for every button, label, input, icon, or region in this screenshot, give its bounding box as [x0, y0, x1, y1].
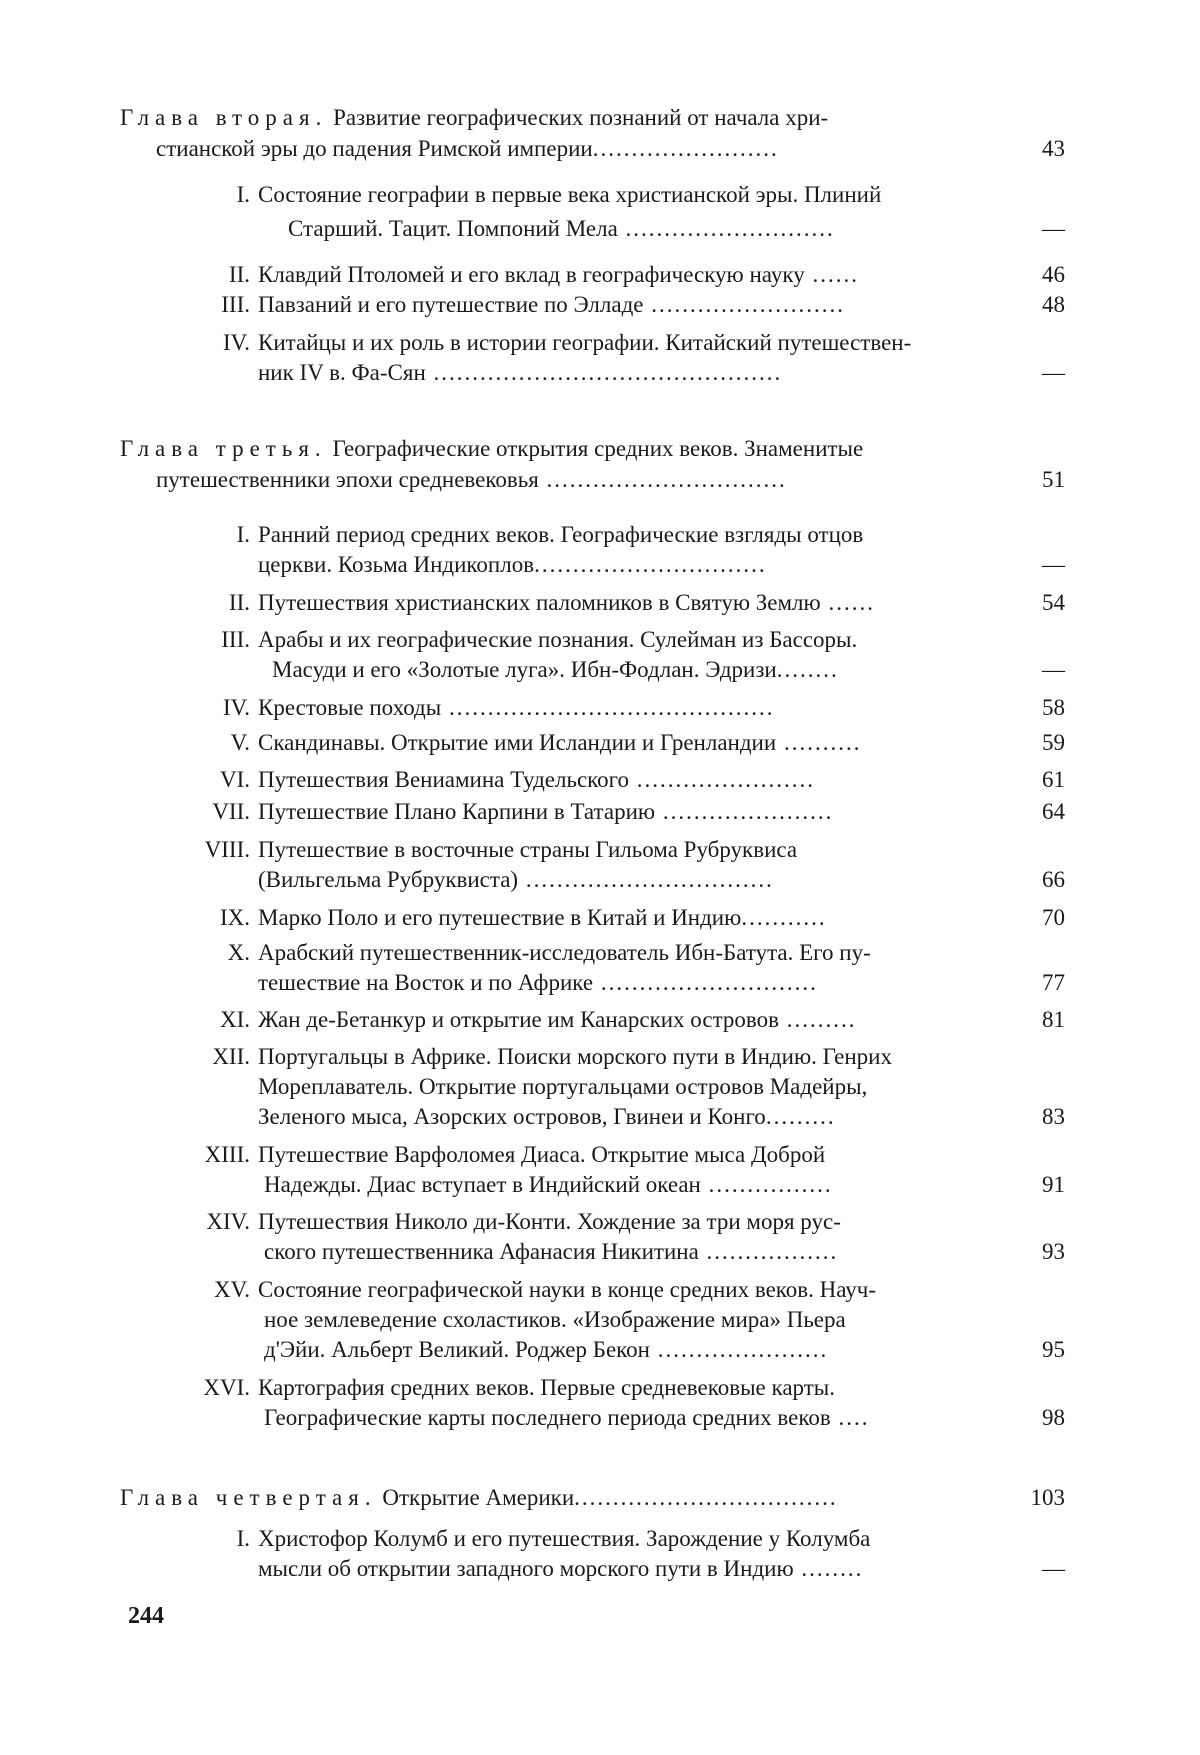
entry-line1: Христофор Колумб и его путешествия. Зарождение у Колумба [258, 1526, 871, 1551]
entry-line2: Старший. Тацит. Помпоний Мела [288, 216, 618, 241]
toc-entry [180, 1275, 1065, 1365]
entry-line1: Путешествия Вениамина Тудельского [258, 767, 630, 792]
toc-entry [180, 1140, 1065, 1200]
entry-number: III. [221, 292, 250, 317]
leader-dots: ................. [698, 1239, 839, 1264]
entry-page: 98 [1042, 1405, 1065, 1430]
entry-page: 64 [1042, 799, 1065, 824]
entry-number: IX. [219, 905, 250, 930]
entry-page: — [1042, 360, 1065, 385]
toc-entry [180, 797, 1065, 827]
toc-entry [180, 765, 1065, 795]
entry-line3: д'Эйи. Альберт Великий. Роджер Бекон [264, 1337, 650, 1362]
entry-number: XII. [212, 1044, 250, 1069]
chapter-title-line1: Развитие географических познаний от начала хри- [333, 105, 829, 130]
entry-page: 61 [1042, 767, 1065, 792]
entry-line2: Мореплаватель. Открытие португальцами островов Мадейры, [258, 1074, 868, 1099]
leader-dots: ............................... [538, 467, 787, 492]
entry-line2: тешествие на Восток и по Африке [258, 970, 594, 995]
entry-line2: ского путешественника Афанасия Никитина [264, 1239, 699, 1264]
chapter-heading [120, 1482, 1065, 1513]
entry-number: VIII. [204, 837, 250, 862]
entry-number: VI. [219, 767, 250, 792]
leader-dots: ......................... [643, 292, 845, 317]
entry-number: XI. [219, 1007, 250, 1032]
leader-dots: ........................... [617, 216, 835, 241]
entry-line2: Надежды. Диас вступает в Индийский океан [264, 1172, 701, 1197]
leader-dots: ...... [804, 262, 859, 287]
entry-line1: Крестовые походы [258, 695, 442, 720]
toc-entry [180, 328, 1065, 388]
entry-line1: Состояние географической науки в конце средних веков. Науч- [258, 1277, 877, 1302]
toc-entry [180, 1042, 1065, 1132]
leader-dots: .................................. [574, 1485, 838, 1510]
chapter-label: Глава четвертая. [120, 1485, 377, 1510]
entry-page: 46 [1042, 262, 1065, 287]
toc-entry [180, 1207, 1065, 1267]
chapter-page: 43 [1042, 136, 1065, 161]
toc-entry [180, 1524, 1065, 1584]
entry-line1: Арабы и их географические познания. Сулейман из Бассоры. [258, 627, 858, 652]
entry-line1: Павзаний и его путешествие по Элладе [258, 292, 644, 317]
toc-entry [180, 693, 1065, 723]
entry-line1: Клавдий Птоломей и его вклад в географическую науку [258, 262, 805, 287]
entry-line1: Марко Поло и его путешествие в Китай и Индию [258, 905, 742, 930]
entry-line2: церкви. Козьма Индикоплов [258, 552, 535, 577]
chapter-label: Глава третья. [120, 436, 327, 461]
leader-dots: ......... [778, 1007, 857, 1032]
entry-page: — [1042, 657, 1065, 682]
entry-line2: Масуди и его «Золотые луга». Ибн-Фодлан. Эдризи [272, 657, 777, 682]
entry-line1: Картография средних веков. Первые средневековые карты. [258, 1375, 835, 1400]
leader-dots: ......... [765, 1104, 836, 1129]
entry-line1: Жан де-Бетанкур и открытие им Канарских островов [258, 1007, 779, 1032]
chapter-page: 51 [1042, 467, 1065, 492]
toc-entry [180, 728, 1065, 758]
chapter-title-line1: Географические открытия средних веков. Знаменитые [332, 436, 864, 461]
leader-dots: .... [830, 1405, 870, 1430]
entry-number: V. [230, 730, 250, 755]
entry-page: 93 [1042, 1239, 1065, 1264]
entry-page: 66 [1042, 867, 1065, 892]
entry-number: XIII. [204, 1142, 250, 1167]
entry-line1: Португальцы в Африке. Поиски морского пути в Индию. Генрих [258, 1044, 892, 1069]
toc-entry [180, 520, 1065, 580]
toc-entry [180, 290, 1065, 320]
leader-dots: ........... [741, 905, 827, 930]
leader-dots: .......... [776, 730, 862, 755]
leader-dots: ...................... [655, 799, 834, 824]
entry-line2: (Вильгельма Рубруквиста) [258, 867, 519, 892]
leader-dots: ........ [776, 657, 839, 682]
entry-line2: Географические карты последнего периода средних веков [264, 1405, 831, 1430]
entry-page: — [1042, 1556, 1065, 1581]
toc-entry [180, 180, 1065, 244]
entry-number: XIV. [206, 1209, 250, 1234]
chapter-title-line1: Открытие Америки [382, 1485, 575, 1510]
entry-line2: ное землеведение схоластиков. «Изображение мира» Пьера [264, 1307, 846, 1332]
entry-line1: Состояние географии в первые века христианской эры. Плиний [258, 182, 882, 207]
entry-number: I. [236, 1526, 250, 1551]
entry-line1: Арабский путешественник-исследователь Ибн-Батута. Его пу- [258, 940, 871, 965]
chapter-title-line2: стианской эры до падения Римской империи [156, 136, 593, 161]
entry-line1: Ранний период средних веков. Географические взгляды отцов [258, 522, 864, 547]
entry-page: 54 [1042, 590, 1065, 615]
entry-line1: Китайцы и их роль в истории географии. Китайский путешествен- [258, 330, 912, 355]
entry-line1: Путешествие в восточные страны Гильома Рубруквиса [258, 837, 798, 862]
entry-line1: Путешествия Николо ди-Конти. Хождение за три моря рус- [258, 1209, 841, 1234]
toc-entry [180, 1373, 1065, 1433]
leader-dots: ...................... [650, 1337, 829, 1362]
entry-page: 81 [1042, 1007, 1065, 1032]
entry-line1: Путешествие Плано Карпини в Татарию [258, 799, 656, 824]
leader-dots: ........ [793, 1556, 864, 1581]
leader-dots: ........................ [592, 136, 779, 161]
entry-number: III. [221, 627, 250, 652]
leader-dots: ...... [820, 590, 875, 615]
entry-number: IV. [222, 330, 250, 355]
entry-page: 59 [1042, 730, 1065, 755]
toc-entry [180, 625, 1065, 685]
entry-page: 77 [1042, 970, 1065, 995]
entry-page: 83 [1042, 1104, 1065, 1129]
entry-number: VII. [212, 799, 250, 824]
chapter-page: 103 [1030, 1485, 1065, 1510]
entry-line2: мысли об открытии западного морского пути в Индию [258, 1556, 794, 1581]
entry-page: 95 [1042, 1337, 1065, 1362]
toc-entry [180, 903, 1065, 933]
leader-dots: ....................... [629, 767, 816, 792]
leader-dots: ............................................. [425, 360, 783, 385]
entry-page: — [1042, 552, 1065, 577]
leader-dots: ................ [700, 1172, 833, 1197]
entry-page: 91 [1042, 1172, 1065, 1197]
entry-page: — [1042, 216, 1065, 241]
chapter-label: Глава вторая. [120, 105, 328, 130]
entry-number: I. [236, 182, 250, 207]
entry-page: 70 [1042, 905, 1065, 930]
chapter-2 [120, 102, 1065, 164]
chapter-title-line2: путешественники эпохи средневековья [156, 467, 539, 492]
leader-dots: .......................................... [441, 695, 775, 720]
leader-dots: .............................. [534, 552, 767, 577]
entry-line1: Скандинавы. Открытие ими Исландии и Гренландии [258, 730, 777, 755]
toc-entry [180, 1005, 1065, 1035]
entry-number: XV. [213, 1277, 250, 1302]
entry-line1: Путешествие Варфоломея Диаса. Открытие мыса Доброй [258, 1142, 826, 1167]
leader-dots: ............................ [593, 970, 818, 995]
entry-number: IV. [222, 695, 250, 720]
entry-number: XVI. [203, 1375, 250, 1400]
chapter-heading [120, 102, 1065, 164]
toc-entry [180, 588, 1065, 618]
chapter-heading [120, 433, 1065, 495]
entry-number: II. [228, 262, 250, 287]
toc-entry [180, 260, 1065, 290]
entry-number: I. [236, 522, 250, 547]
chapter-3 [120, 433, 1065, 495]
entry-page: 48 [1042, 292, 1065, 317]
entry-line3: Зеленого мыса, Азорских островов, Гвинеи и Конго [258, 1104, 766, 1129]
toc-entry [180, 938, 1065, 998]
chapter-4 [120, 1482, 1065, 1513]
entry-page: 58 [1042, 695, 1065, 720]
entry-number: II. [228, 590, 250, 615]
entry-line2: ник IV в. Фа-Сян [258, 360, 426, 385]
entry-number: X. [227, 940, 250, 965]
toc-entry [180, 835, 1065, 895]
leader-dots: ................................ [518, 867, 774, 892]
page-number: 244 [128, 1603, 164, 1629]
entry-line1: Путешествия христианских паломников в Святую Землю [258, 590, 821, 615]
